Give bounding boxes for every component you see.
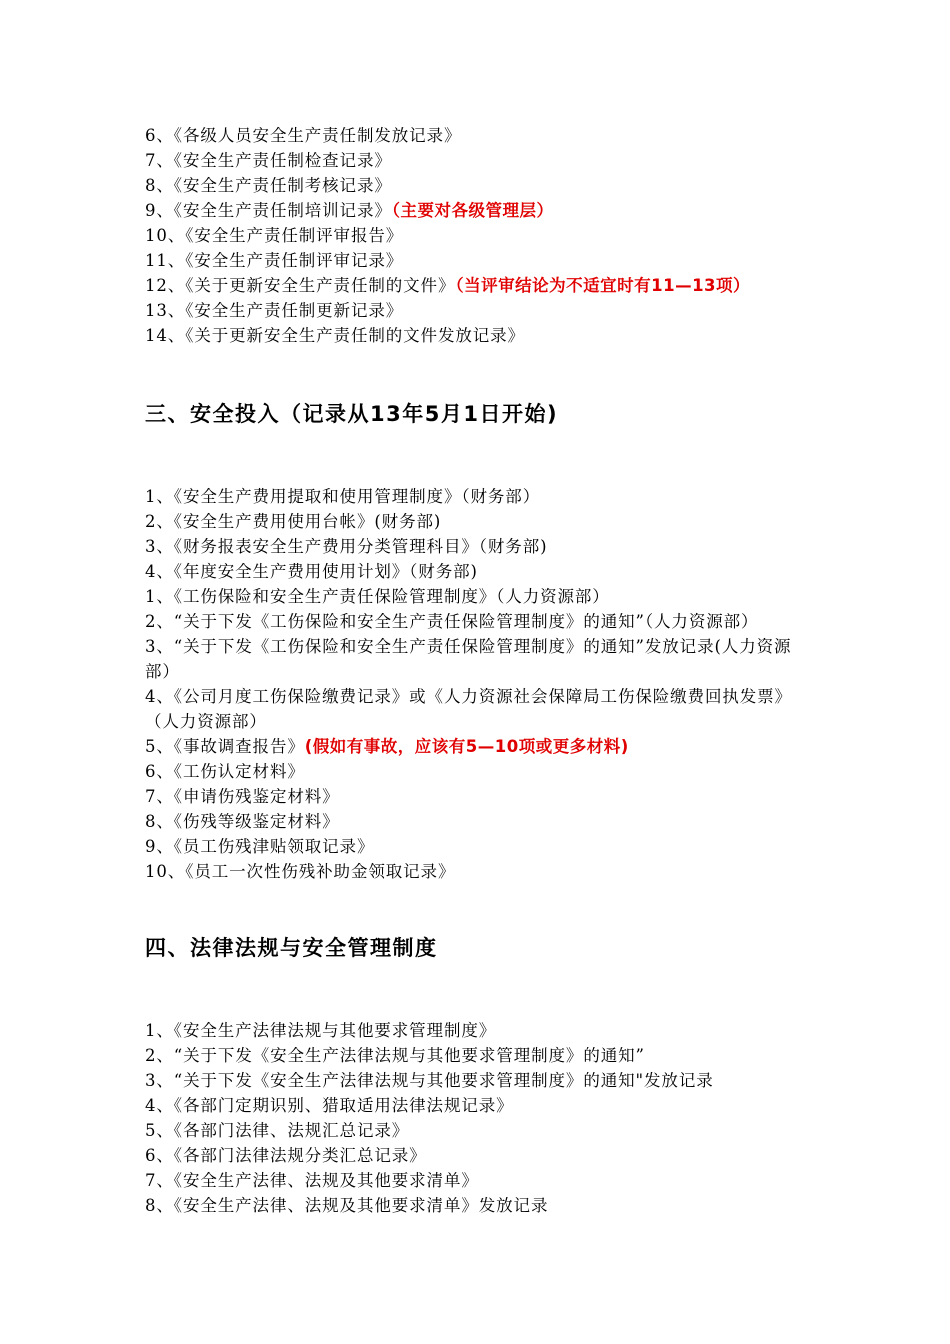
- list-item: 8、《安全生产责任制考核记录》: [145, 176, 392, 195]
- list-item: 4、《公司月度工伤保险缴费记录》或《人力资源社会保障局工伤保险缴费回执发票》（人力资源部）: [145, 687, 792, 731]
- section4-list: [145, 1018, 805, 1218]
- highlight-note: （主要对各级管理层）: [391, 201, 554, 220]
- list-item: 1、《安全生产费用提取和使用管理制度》（财务部）: [145, 487, 541, 506]
- section3-list: [145, 484, 805, 884]
- highlight-note: （当评审结论为不适宜时有11—13项）: [455, 276, 751, 295]
- list-item: 6、《各级人员安全生产责任制发放记录》: [145, 126, 462, 145]
- list-item: 10、《员工一次性伤残补助金领取记录》: [145, 862, 456, 881]
- list-item: 11、《安全生产责任制评审记录》: [145, 251, 404, 270]
- list-item: 3、《财务报表安全生产费用分类管理科目》（财务部): [145, 537, 548, 556]
- list-item: 1、《工伤保险和安全生产责任保险管理制度》（人力资源部）: [145, 587, 610, 606]
- section2-list: [145, 123, 805, 348]
- list-item: 7、《安全生产责任制检查记录》: [145, 151, 392, 170]
- list-item: 2、“关于下发《安全生产法律法规与其他要求管理制度》的通知”: [145, 1046, 645, 1065]
- list-item: 10、《安全生产责任制评审报告》: [145, 226, 404, 245]
- list-item: 3、“关于下发《工伤保险和安全生产责任保险管理制度》的通知”发放记录(人力资源部）: [145, 637, 792, 681]
- list-item: 6、《工伤认定材料》: [145, 762, 305, 781]
- list-item: 9、《安全生产责任制培训记录》（主要对各级管理层）: [145, 201, 554, 220]
- list-item: 8、《安全生产法律、法规及其他要求清单》发放记录: [145, 1196, 549, 1215]
- list-item: 3、“关于下发《安全生产法律法规与其他要求管理制度》的通知"发放记录: [145, 1071, 714, 1090]
- list-item: 14、《关于更新安全生产责任制的文件发放记录》: [145, 326, 525, 345]
- section3-heading: 三、安全投入（记录从13年5月1日开始): [145, 402, 559, 426]
- list-item: 1、《安全生产法律法规与其他要求管理制度》: [145, 1021, 497, 1040]
- list-item: 7、《申请伤残鉴定材料》: [145, 787, 340, 806]
- section4-heading: 四、法律法规与安全管理制度: [145, 936, 438, 960]
- list-item: 5、《事故调查报告》(假如有事故，应该有5—10项或更多材料): [145, 737, 629, 756]
- list-item: 6、《各部门法律法规分类汇总记录》: [145, 1146, 427, 1165]
- list-item: 8、《伤残等级鉴定材料》: [145, 812, 340, 831]
- list-item: 2、“关于下发《工伤保险和安全生产责任保险管理制度》的通知”（人力资源部）: [145, 612, 759, 631]
- list-item: 5、《各部门法律、法规汇总记录》: [145, 1121, 410, 1140]
- list-item: 2、《安全生产费用使用台帐》(财务部): [145, 512, 442, 531]
- list-item: 9、《员工伤残津贴领取记录》: [145, 837, 375, 856]
- list-item: 4、《各部门定期识别、猎取适用法律法规记录》: [145, 1096, 514, 1115]
- list-item: 12、《关于更新安全生产责任制的文件》（当评审结论为不适宜时有11—13项）: [145, 276, 751, 295]
- list-item: 13、《安全生产责任制更新记录》: [145, 301, 404, 320]
- list-item: 7、《安全生产法律、法规及其他要求清单》: [145, 1171, 479, 1190]
- list-item: 4、《年度安全生产费用使用计划》（财务部): [145, 562, 478, 581]
- highlight-note: (假如有事故，应该有5—10项或更多材料): [304, 737, 629, 756]
